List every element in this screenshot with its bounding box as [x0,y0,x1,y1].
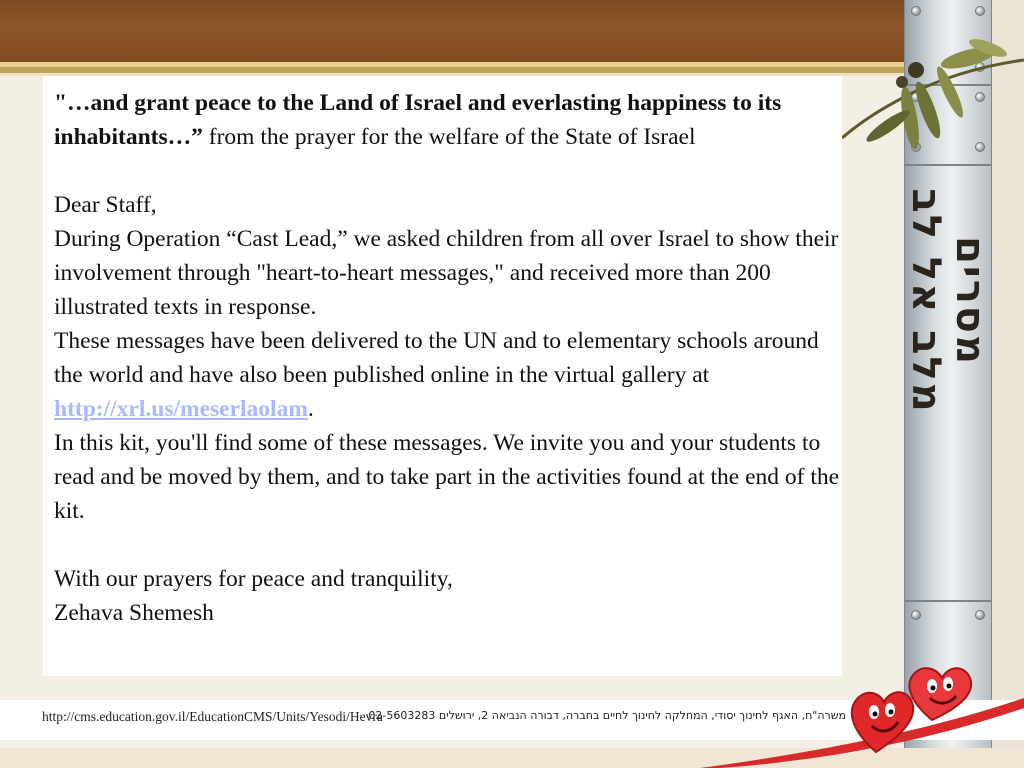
paragraph-1: During Operation “Cast Lead,” we asked children from all over Israel to show their involvement through "heart-to-heart messages," and received more than 200 illustrated texts in response. [54,226,839,320]
quote-source: from the prayer for the welfare of the State of Israel [202,124,696,150]
paragraph-3: In this kit, you'll find some of these messages. We invite you and your students to read and be moved by them, and to take part in the activities found at the end of the kit. [54,430,840,524]
prayer-quote: "…and grant peace to the Land of Israel and everlasting happiness to its inhabitants…” [54,90,782,150]
letter-body [54,86,844,630]
paragraph-2-end: . [307,396,314,422]
hebrew-title [896,176,1000,426]
greeting: Dear Staff, [54,192,157,218]
footer-url[interactable]: http://cms.education.gov.il/EducationCMS/Units/Yesodi/Hevra [42,709,383,724]
rivet [975,6,985,16]
rivet [911,610,921,620]
paragraph-2 [54,324,844,426]
gallery-link[interactable]: http://xrl.us/meserlaolam [54,396,308,422]
olive-branch-icon [838,20,1024,170]
metal-seam [905,600,991,602]
closing: With our prayers for peace and tranquility, [54,566,453,592]
rivet [911,6,921,16]
quote-paragraph [54,86,844,154]
footer-contact: משרה"ח, האגף לחינוך יסודי, המחלקה לחינוך לחיים בחברה, דבורה הנביאה 2, ירושלים 02-5603283 [368,709,846,722]
hebrew-title-line-2: מלב אל לב [903,188,949,414]
hebrew-title-line-1: מסרים [947,236,993,366]
smiling-hearts-icon [846,660,978,760]
paragraph-2-text: These messages have been delivered to the UN and to elementary schools around the world and have also been published online in the virtual gallery at [54,328,819,388]
rivet [975,610,985,620]
signature: Zehava Shemesh [54,600,214,626]
